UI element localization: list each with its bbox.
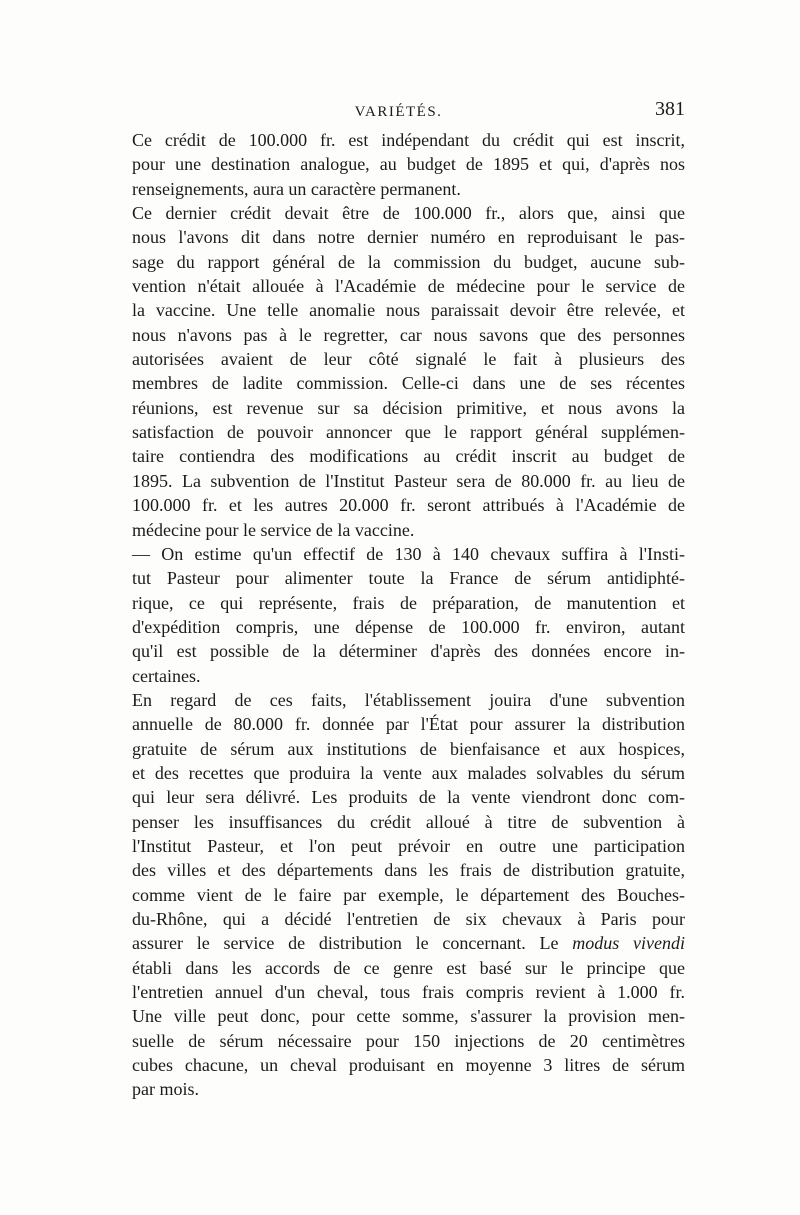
page-header [112,98,685,124]
text-line: l'entretien annuel d'un cheval, tous frais compris revient à 1.000 fr. [132,982,685,1003]
text-line: Ce dernier crédit devait être de 100.000 fr., alors que, ainsi que [132,203,685,224]
text-line: pour une destination analogue, au budget de 1895 et qui, d'après nos [132,154,685,175]
paragraph-3 [112,542,685,688]
text-line: la vaccine. Une telle anomalie nous paraissait devoir être relevée, et [132,300,685,321]
text-line: Une ville peut donc, pour cette somme, s'assurer la provision men- [132,1006,685,1027]
text-line: certaines. [132,665,201,686]
page-number: 381 [655,98,685,120]
text-line: médecine pour le service de la vaccine. [132,519,415,540]
text-line: satisfaction de pouvoir annoncer que le rapport général supplémen- [132,422,685,443]
text-line: 100.000 fr. et les autres 20.000 fr. seront attribués à l'Académie de [132,495,685,516]
text-line: rique, ce qui représente, frais de préparation, de manutention et [132,592,685,613]
text-line: sage du rapport général de la commission du budget, aucune sub- [132,251,685,272]
text-line: qui leur sera délivré. Les produits de la vente viendront donc com- [132,787,685,808]
text-line: 1895. La subvention de l'Institut Pasteur sera de 80.000 fr. au lieu de [132,470,685,491]
text-line: annuelle de 80.000 fr. donnée par l'État pour assurer la distribution [132,714,685,735]
text-line: du-Rhône, qui a décidé l'entretien de six chevaux à Paris pour [132,909,685,929]
text-line: qu'il est possible de la déterminer d'après des données encore in- [132,641,685,662]
text-line: cubes chacune, un cheval produisant en moyenne 3 litres de sérum [132,1055,685,1076]
text-line: membres de ladite commission. Celle-ci dans une de ses récentes [132,373,685,394]
text-line: suelle de sérum nécessaire pour 150 injections de 20 centimètres [132,1030,685,1051]
text-line: et des recettes que produira la vente aux malades solvables du sérum [132,762,685,783]
text-line-with-italic [112,931,685,955]
text-line: — On estime qu'un effectif de 130 à 140 chevaux suffira à l'Insti- [132,543,685,564]
text-line: gratuite de sérum aux institutions de bienfaisance et aux hospices, [132,738,685,759]
text-line: l'Institut Pasteur, et l'on peut prévoir en outre une participation [132,835,685,856]
text-line: penser les insuffisances du crédit alloué à titre de subvention à [132,811,685,832]
text-span: assurer le service de distribution le concernant. Le [132,933,573,954]
paragraph-2 [112,201,685,542]
text-line: établi dans les accords de ce genre est basé sur le principe que [132,957,685,978]
paragraph-1 [112,128,685,201]
text-line: nous n'avons pas à le regretter, car nous savons que des personnes [132,324,685,345]
text-line: réunions, est revenue sur sa décision primitive, et nous avons la [132,397,685,418]
running-title: VARIÉTÉS. [354,104,443,120]
text-line: nous l'avons dit dans notre dernier numéro en reproduisant le pas- [132,227,685,248]
italic-phrase: modus vivendi [572,933,685,954]
text-line: renseignements, aura un caractère permanent. [132,178,461,199]
text-line: d'expédition compris, une dépense de 100.000 fr. environ, autant [132,616,685,637]
text-line: par mois. [132,1079,199,1100]
body-text [112,128,685,1102]
text-line: tut Pasteur pour alimenter toute la France de sérum antidiphté- [132,568,685,589]
text-line: comme vient de le faire par exemple, le département des Bouches- [132,884,685,905]
text-line: taire contiendra des modifications au crédit inscrit au budget de [132,446,685,467]
paragraph-4 [112,688,685,1102]
text-line: des villes et des départements dans les frais de distribution gratuite, [132,860,685,881]
text-line: En regard de ces faits, l'établissement jouira d'une subvention [132,689,685,710]
text-line: vention n'était allouée à l'Académie de médecine pour le service de [132,276,685,297]
text-line: autorisées avaient de leur côté signalé le fait à plusieurs des [132,349,685,370]
text-line: Ce crédit de 100.000 fr. est indépendant du crédit qui est inscrit, [132,130,685,150]
